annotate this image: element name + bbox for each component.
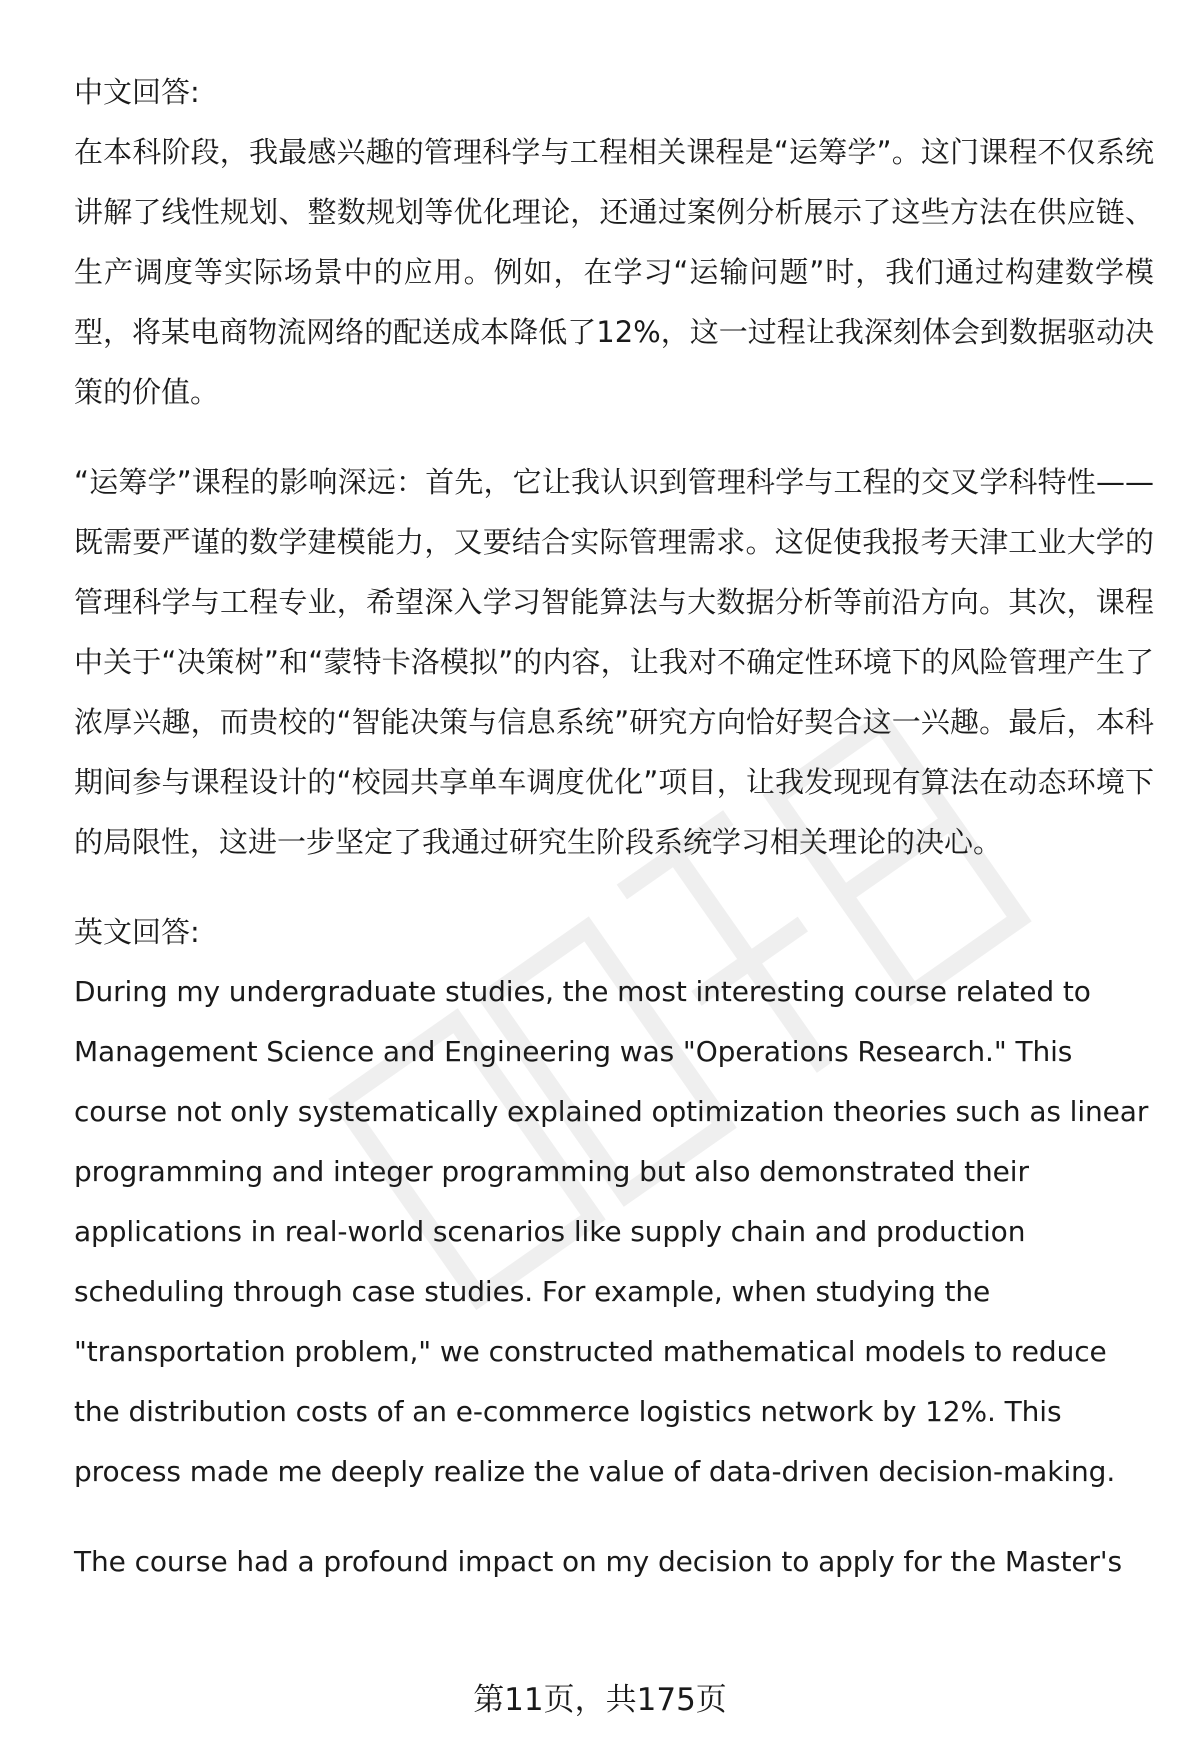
- page-indicator: 第11页，共175页: [473, 1682, 727, 1718]
- chinese-paragraph-1: 在本科阶段，我最感兴趣的管理科学与工程相关课程是“运筹学”。这门课程不仅系统讲解了线性规划、整数规划等优化理论，还通过案例分析展示了这些方法在供应链、生产调度等实际场景中的应用。例如，在学习“运输问题”时，我们通过构建数学模型，将某电商物流网络的配送成本降低了12%，这一过程让我深刻体会到数据驱动决策的价值。: [74, 135, 1154, 409]
- page-footer: [0, 1680, 1200, 1720]
- english-section: [74, 902, 1154, 1592]
- chinese-paragraph-2: “运筹学”课程的影响深远：首先，它让我认识到管理科学与工程的交叉学科特性——既需要严谨的数学建模能力，又要结合实际管理需求。这促使我报考天津工业大学的管理科学与工程专业，希望深入学习智能算法与大数据分析等前沿方向。其次，课程中关于“决策树”和“蒙特卡洛模拟”的内容，让我对不确定性环境下的风险管理产生了浓厚兴趣，而贵校的“智能决策与信息系统”研究方向恰好契合这一兴趣。最后，本科期间参与课程设计的“校园共享单车调度优化”项目，让我发现现有算法在动态环境下的局限性，这进一步坚定了我通过研究生阶段系统学习相关理论的决心。: [74, 465, 1154, 859]
- english-paragraph-2: The course had a profound impact on my decision to apply for the Master's: [74, 1545, 1122, 1578]
- english-paragraph-1: During my undergraduate studies, the most interesting course related to Management Science and Engineering was "Operations Research." This course not only systematically explained optimization theories such as linear programming and integer programming but also demonstrated their applications in real-world scenarios like supply chain and production scheduling through case studies. For example, when studying the "transportation problem," we constructed mathematical models to reduce the distribution costs of an e-commerce logistics network by 12%. This process made me deeply realize the value of data-driven decision-making.: [74, 975, 1149, 1488]
- document-content: [74, 62, 1154, 1592]
- chinese-heading: 中文回答:: [74, 75, 200, 109]
- chinese-section: [74, 62, 1154, 902]
- english-heading: 英文回答:: [74, 915, 200, 949]
